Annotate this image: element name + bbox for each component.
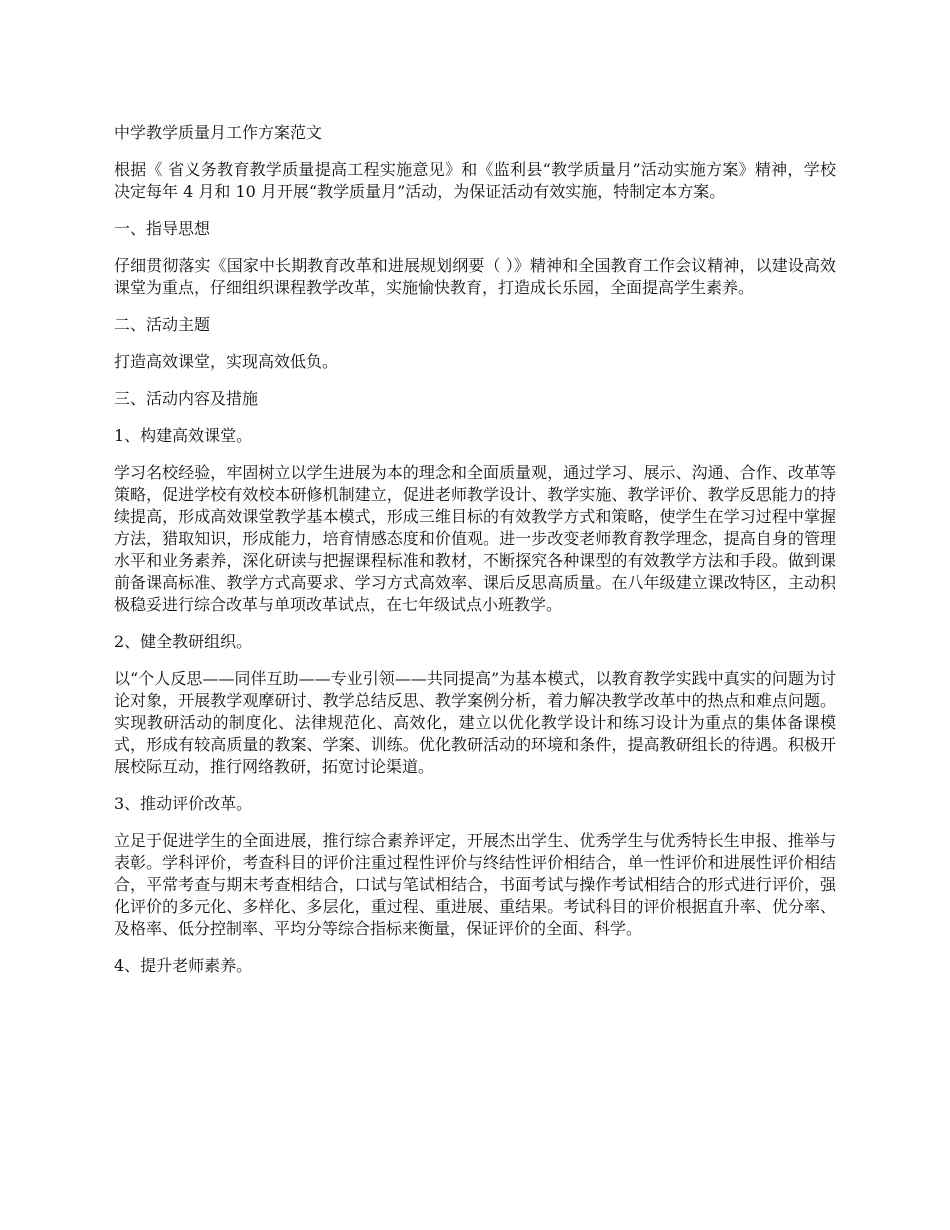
section-heading-activity-content: 三、活动内容及措施 xyxy=(114,389,259,408)
paragraph-guiding-thought: 仔细贯彻落实《国家中长期教育改革和进展规划纲要（ ）》精神和全国教育工作会议精神，以建设高效课堂为重点，仔细组织课程教学改革，实施愉快教育，打造成长乐园，全面提高学生素养。 xyxy=(114,256,836,297)
paragraph-teaching-research: 以“个人反思——同伴互助——专业引领——共同提高”为基本模式，以教育教学实践中真实的问题为讨论对象，开展教学观摩研讨、教学总结反思、教学案例分析，着力解决教学改革中的热点和难点问题。实现教研活动的制度化、法律规范化、高效化，建立以优化教学设计和练习设计为重点的集体备课模式，形成有较高质量的教案、学案、训练。优化教研活动的环境和条件，提高教研组长的待遇。积极开展校际互动，推行网络教研，拓宽讨论渠道。 xyxy=(114,669,836,776)
paragraph-efficient-classroom: 学习名校经验，牢固树立以学生进展为本的理念和全面质量观，通过学习、展示、沟通、合作、改革等策略，促进学校有效校本研修机制建立，促进老师教学设计、教学实施、教学评价、教学反思能力的持续提高，形成高效课堂教学基本模式，形成三维目标的有效教学方式和策略，使学生在学习过程中掌握方法，猎取知识，形成能力，培育情感态度和价值观。进一步改变老师教育教学理念，提高自身的管理水平和业务素养，深化研读与把握课程标准和教材，不断探究各种课型的有效教学方法和手段。做到课前备课高标准、教学方式高要求、学习方式高效率、课后反思高质量。在八年级建立课改特区，主动积极稳妥进行综合改革与单项改革试点，在七年级试点小班教学。 xyxy=(114,463,836,614)
section-heading-activity-theme: 二、活动主题 xyxy=(114,315,211,334)
document-page xyxy=(114,122,836,992)
subheading-teaching-research: 2、健全教研组织。 xyxy=(114,632,253,651)
document-title: 中学教学质量月工作方案范文 xyxy=(114,123,323,142)
subheading-teacher-quality: 4、提升老师素养。 xyxy=(114,956,253,975)
paragraph-activity-theme: 打造高效课堂，实现高效低负。 xyxy=(114,352,339,371)
paragraph-evaluation-reform: 立足于促进学生的全面进展，推行综合素养评定，开展杰出学生、优秀学生与优秀特长生申报、推举与表彰。学科评价，考查科目的评价注重过程性评价与终结性评价相结合，单一性评价和进展性评价相结合，平常考查与期末考查相结合，口试与笔试相结合，书面考试与操作考试相结合的形式进行评价，强化评价的多元化、多样化、多层化，重过程、重进展、重结果。考试科目的评价根据直升率、优分率、及格率、低分控制率、平均分等综合指标来衡量，保证评价的全面、科学。 xyxy=(114,831,836,938)
subheading-evaluation-reform: 3、推动评价改革。 xyxy=(114,794,253,813)
subheading-efficient-classroom: 1、构建高效课堂。 xyxy=(114,426,253,445)
paragraph-intro: 根据《 省义务教育教学质量提高工程实施意见》和《监利县“教学质量月”活动实施方案》精神，学校决定每年 4 月和 10 月开展“教学质量月”活动，为保证活动有效实施，特制定本方案。 xyxy=(114,160,836,201)
section-heading-guiding-thought: 一、指导思想 xyxy=(114,219,211,238)
